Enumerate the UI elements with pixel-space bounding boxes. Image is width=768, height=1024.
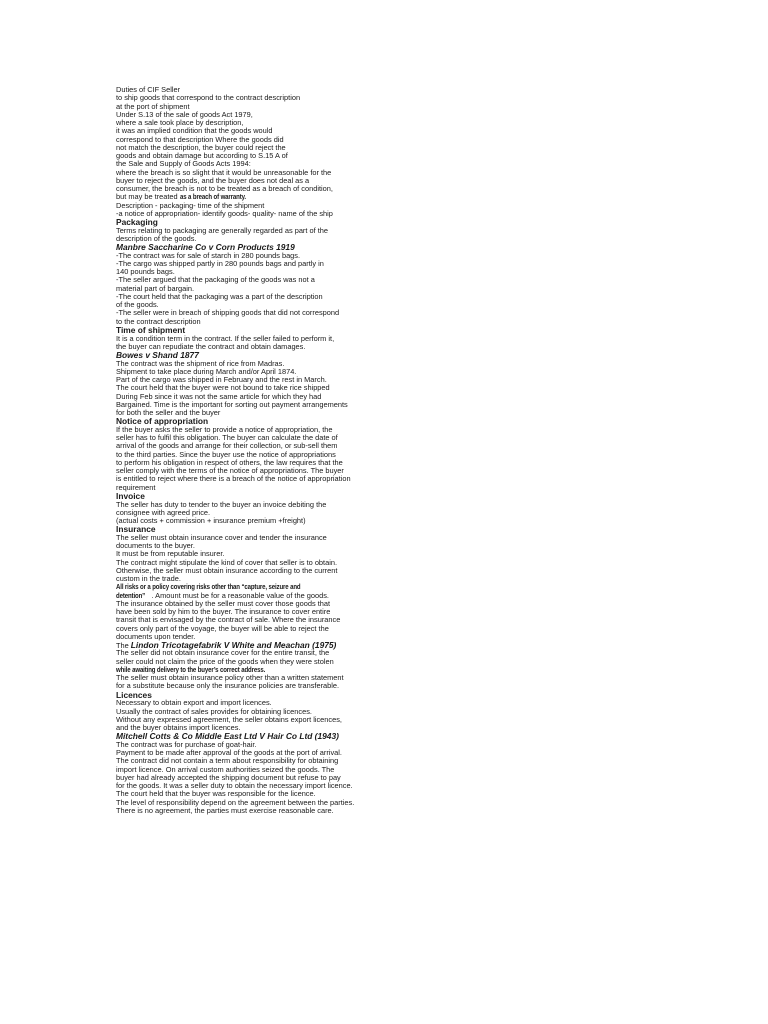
text-line: Usually the contract of sales provides for obtaining licences. [116, 706, 312, 716]
section-heading: Notice of appropriation [116, 416, 209, 427]
text-line: Description - packaging- time of the shipment [116, 200, 265, 210]
text-line: -The cargo was shipped partly in 280 pounds bags and partly in [116, 258, 324, 268]
text-line: correspond to that description Where the goods did [116, 134, 284, 144]
text-line: Terms relating to packaging are generally regarded as part of the [116, 225, 328, 235]
text-line: Otherwise, the seller must obtain insurance according to the current [116, 565, 338, 575]
text-line: description of the goods. [116, 233, 197, 243]
text-line: Duties of CIF Seller [116, 85, 181, 94]
text-line: The court held that the buyer was responsible for the licence. [116, 789, 316, 799]
emphasized-text: as a breach of warranty. [179, 192, 246, 202]
section-heading: Invoice [116, 490, 145, 501]
text-line: (actual costs + commission + insurance premium +freight) [116, 516, 306, 526]
case-citation: Bowes v Shand 1877 [116, 350, 199, 361]
text-line: consumer, the breach is not to be treated as a breach of condition, [116, 184, 333, 193]
line-text: The [116, 641, 131, 651]
emphasized-text: while awaiting delivery to the buyer’s correct address. [116, 664, 266, 674]
text-line: to perform his obligation in respect of others, the law requires that the [116, 457, 343, 467]
text-line: The seller did not obtain insurance cover for the entire transit, the [116, 648, 330, 658]
text-line: The seller has duty to tender to the buyer an invoice debiting the [116, 499, 327, 509]
document-page [116, 86, 536, 815]
text-line: buyer had already accepted the shipping document but refuse to pay [116, 772, 341, 782]
emphasized-text: detention” [116, 590, 146, 600]
text-line: seller has to fulfil this obligation. The buyer can calculate the date of [116, 433, 338, 443]
text-line: and the buyer obtains import licences. [116, 723, 241, 732]
text-line: buyer to reject the goods, and the buyer does not deal as a [116, 175, 310, 185]
text-line: It must be from reputable insurer. [116, 549, 225, 559]
text-line: The court held that the buyer were not bound to take rice shipped [116, 383, 330, 393]
text-line: Bargained. Time is the important for sorting out payment arrangements [116, 399, 348, 409]
text-line: Under S.13 of the sale of goods Act 1979, [116, 109, 253, 119]
text-line: If the buyer asks the seller to provide a notice of appropriation, the [116, 424, 333, 434]
text-line: Without any expressed agreement, the seller obtains export licences, [116, 714, 342, 724]
emphasized-text: All risks or a policy covering risks other than “capture, seizure and [116, 582, 301, 592]
section-heading: Insurance [116, 524, 156, 535]
text-line: have been sold by him to the buyer. The insurance to cover entire [116, 607, 331, 617]
text-line: where a sale took place by description, [116, 118, 244, 127]
text-line: There is no agreement, the parties must exercise reasonable care. [116, 805, 334, 815]
text-line: to ship goods that correspond to the contract description [116, 93, 301, 103]
text-line: Shipment to take place during March and/or April 1874. [116, 366, 297, 376]
text-line: where the breach is so slight that it would be unreasonable for the [116, 167, 332, 177]
text-line: 140 pounds bags. [116, 267, 175, 277]
text-line: to the third parties. Since the buyer use the notice of appropriations [116, 449, 336, 459]
text-line: The contract might stipulate the kind of cover that seller is to obtain. [116, 557, 338, 567]
text-line: is entitled to reject where there is a breach of the notice of appropriation [116, 474, 351, 484]
text-line: requirement [116, 482, 156, 492]
text-line: The contract was the shipment of rice from Madras. [116, 358, 285, 368]
text-line: the Sale and Supply of Goods Acts 1994: [116, 159, 251, 169]
text-line: The level of responsibility depend on the agreement between the parties. [116, 797, 355, 807]
text-line: it was an implied condition that the goods would [116, 126, 273, 136]
case-citation: Lindon Tricotagefabrik V White and Meachan (1975) [130, 640, 337, 651]
text-line: The seller must obtain insurance policy other than a written statement [116, 673, 344, 683]
text-line: Payment to be made after approval of the goods at the port of arrival. [116, 748, 342, 758]
line-text: but may be treated [116, 192, 180, 202]
text-line: seller comply with the terms of the notice of appropriations. The buyer [116, 466, 344, 476]
text-line: The contract was for purchase of goat-hair. [116, 739, 257, 749]
text-line: of the goods. [116, 300, 159, 310]
text-line: seller could not claim the price of the goods when they were stolen [116, 656, 334, 666]
case-citation: Mitchell Cotts & Co Middle East Ltd V Hair Co Ltd (1943) [116, 731, 339, 742]
text-line: -The seller were in breach of shipping goods that did not correspond [116, 308, 340, 318]
text-line: at the port of shipment [116, 101, 190, 111]
text-line: The contract did not contain a term about responsibility for obtaining [116, 756, 339, 766]
case-citation: Manbre Saccharine Co v Corn Products 1919 [116, 242, 295, 253]
text-line: Part of the cargo was shipped in February and the rest in March. [116, 375, 327, 385]
text-line: arrival of the goods and arrange for their collection, or sub-sell them [116, 441, 338, 451]
text-line: to the contract description [116, 316, 201, 326]
text-line: consignee with agreed price. [116, 507, 211, 517]
text-line: -The contract was for sale of starch in 280 pounds bags. [116, 250, 301, 260]
text-line: During Feb since it was not the same article for which they had [116, 391, 322, 401]
text-line: import licence. On arrival custom authorities seized the goods. The [116, 764, 335, 774]
line-text: . Amount must be for a reasonable value of the goods. [151, 590, 329, 600]
text-line: Necessary to obtain export and import licences. [116, 698, 272, 708]
text-line: covers only part of the voyage, the buyer will be able to reject the [116, 623, 329, 633]
text-line: The seller must obtain insurance cover and tender the insurance [116, 532, 327, 542]
text-line: -a notice of appropriation- identify goods- quality- name of the ship [116, 208, 333, 218]
section-heading: Licences [116, 689, 152, 700]
text-line: for both the seller and the buyer [116, 408, 221, 418]
text-line: not match the description, the buyer could reject the [116, 142, 286, 152]
text-line: goods and obtain damage but according to S.15 A of [116, 151, 288, 160]
text-line: documents upon tender. [116, 631, 196, 641]
text-line: The insurance obtained by the seller must cover those goods that [116, 598, 331, 608]
text-line: material part of bargain. [116, 283, 195, 293]
text-line: transit that is envisaged by the contract of sale. Where the insurance [116, 615, 341, 625]
text-line: -The seller argued that the packaging of the goods was not a [116, 275, 315, 285]
text-line: the buyer can repudiate the contract and obtain damages. [116, 341, 306, 351]
text-line: for a substitute because only the insurance policies are transferable. [116, 681, 340, 691]
text-line: -The court held that the packaging was a part of the description [116, 291, 323, 301]
section-heading: Packaging [116, 217, 158, 227]
text-line: documents to the buyer. [116, 541, 195, 551]
text-line: for the goods. It was a seller duty to obtain the necessary import licence. [116, 781, 353, 791]
text-line: It is a condition term in the contract. If the seller failed to perform it, [116, 333, 335, 343]
text-line: custom in the trade. [116, 574, 181, 584]
section-heading: Time of shipment [116, 324, 186, 335]
